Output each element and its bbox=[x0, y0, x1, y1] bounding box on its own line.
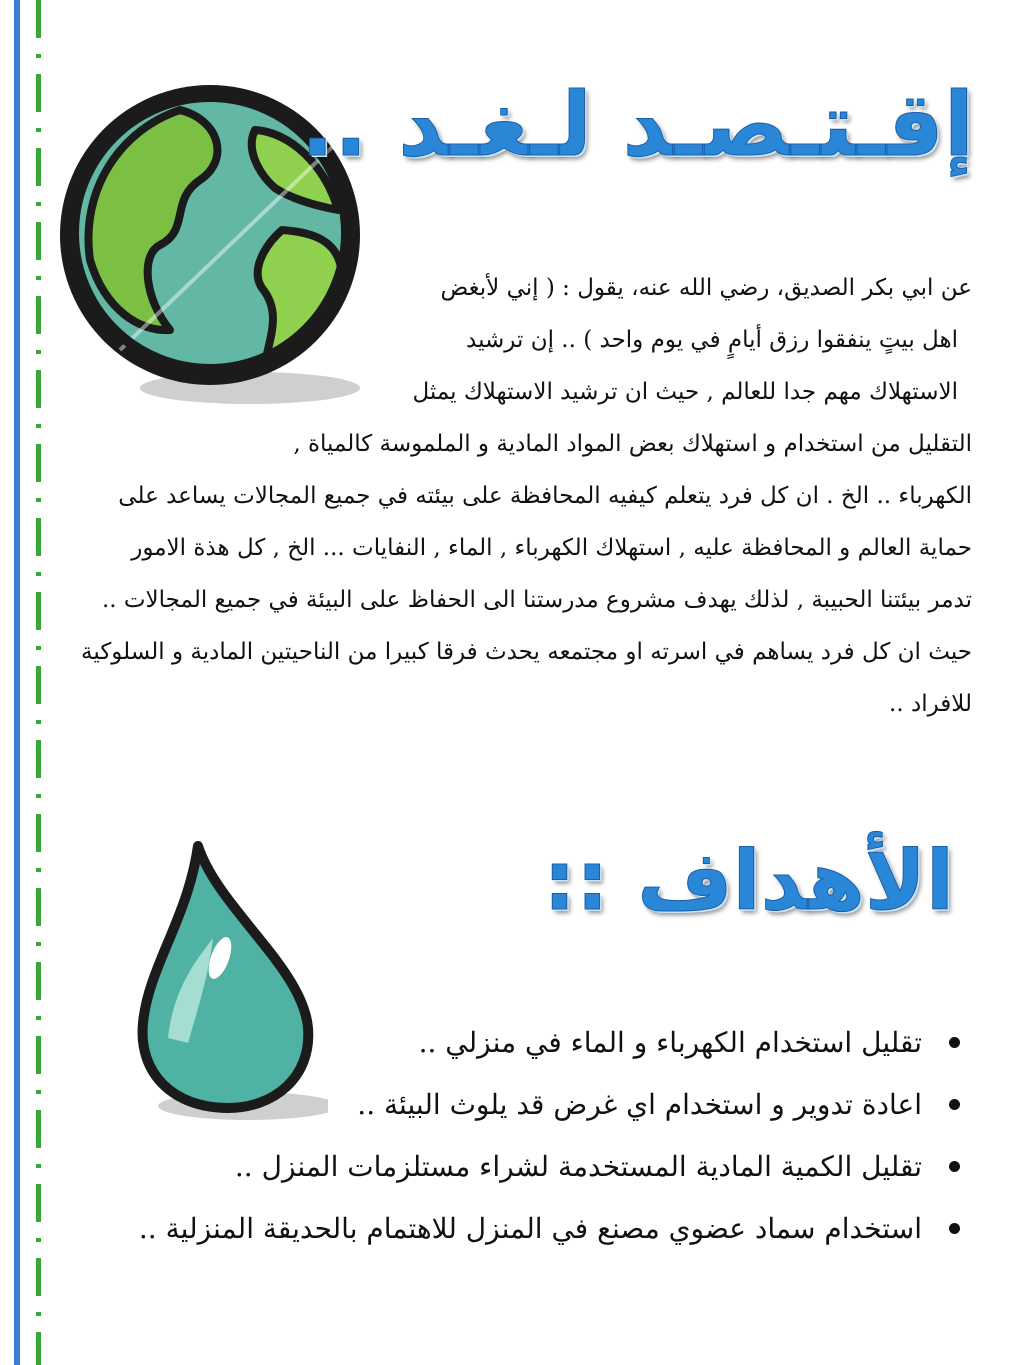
page-title: إقـتـصـد لـغـد .. bbox=[300, 73, 974, 176]
left-border-green-dashed-line bbox=[36, 0, 41, 1365]
list-item: اعادة تدوير و استخدام اي غرض قد يلوث البيئة .. bbox=[120, 1074, 966, 1136]
intro-line: التقليل من استخدام و استهلاك بعض المواد المادية و الملموسة كالمياة , bbox=[293, 431, 972, 457]
intro-line: اهل بيتٍ ينفقوا رزق أيامٍ في يوم واحد ) .. إن ترشيد bbox=[466, 327, 958, 353]
intro-line: الكهرباء .. الخ . ان كل فرد يتعلم كيفيه المحافظة على بيئته في جميع المجالات يساعد على bbox=[118, 483, 972, 509]
intro-line: حيث ان كل فرد يساهم في اسرته او مجتمعه يحدث فرقا كبيرا من الناحيتين المادية و السلوكية bbox=[81, 639, 972, 665]
goals-list bbox=[120, 1012, 966, 1260]
intro-paragraph bbox=[80, 262, 972, 730]
list-item: استخدام سماد عضوي مصنع في المنزل للاهتمام بالحديقة المنزلية .. bbox=[120, 1198, 966, 1260]
list-item: تقليل استخدام الكهرباء و الماء في منزلي .. bbox=[120, 1012, 966, 1074]
intro-line: الاستهلاك مهم جدا للعالم , حيث ان ترشيد الاستهلاك يمثل bbox=[412, 379, 958, 405]
goals-title: الأهداف :: bbox=[543, 834, 954, 929]
left-border-blue-line bbox=[14, 0, 20, 1365]
list-item: تقليل الكمية المادية المستخدمة لشراء مستلزمات المنزل .. bbox=[120, 1136, 966, 1198]
intro-line: حماية العالم و المحافظة عليه , استهلاك الكهرباء , الماء , النفايات ... الخ , كل هذة الامور bbox=[131, 535, 972, 561]
intro-line: تدمر بيئتنا الحبيبة , لذلك يهدف مشروع مدرستنا الى الحفاظ على البيئة في جميع المجالات .. bbox=[101, 587, 972, 613]
intro-line: عن ابي بكر الصديق، رضي الله عنه، يقول : ( إني لأبغض bbox=[440, 275, 972, 301]
intro-line: للافراد .. bbox=[889, 691, 972, 717]
